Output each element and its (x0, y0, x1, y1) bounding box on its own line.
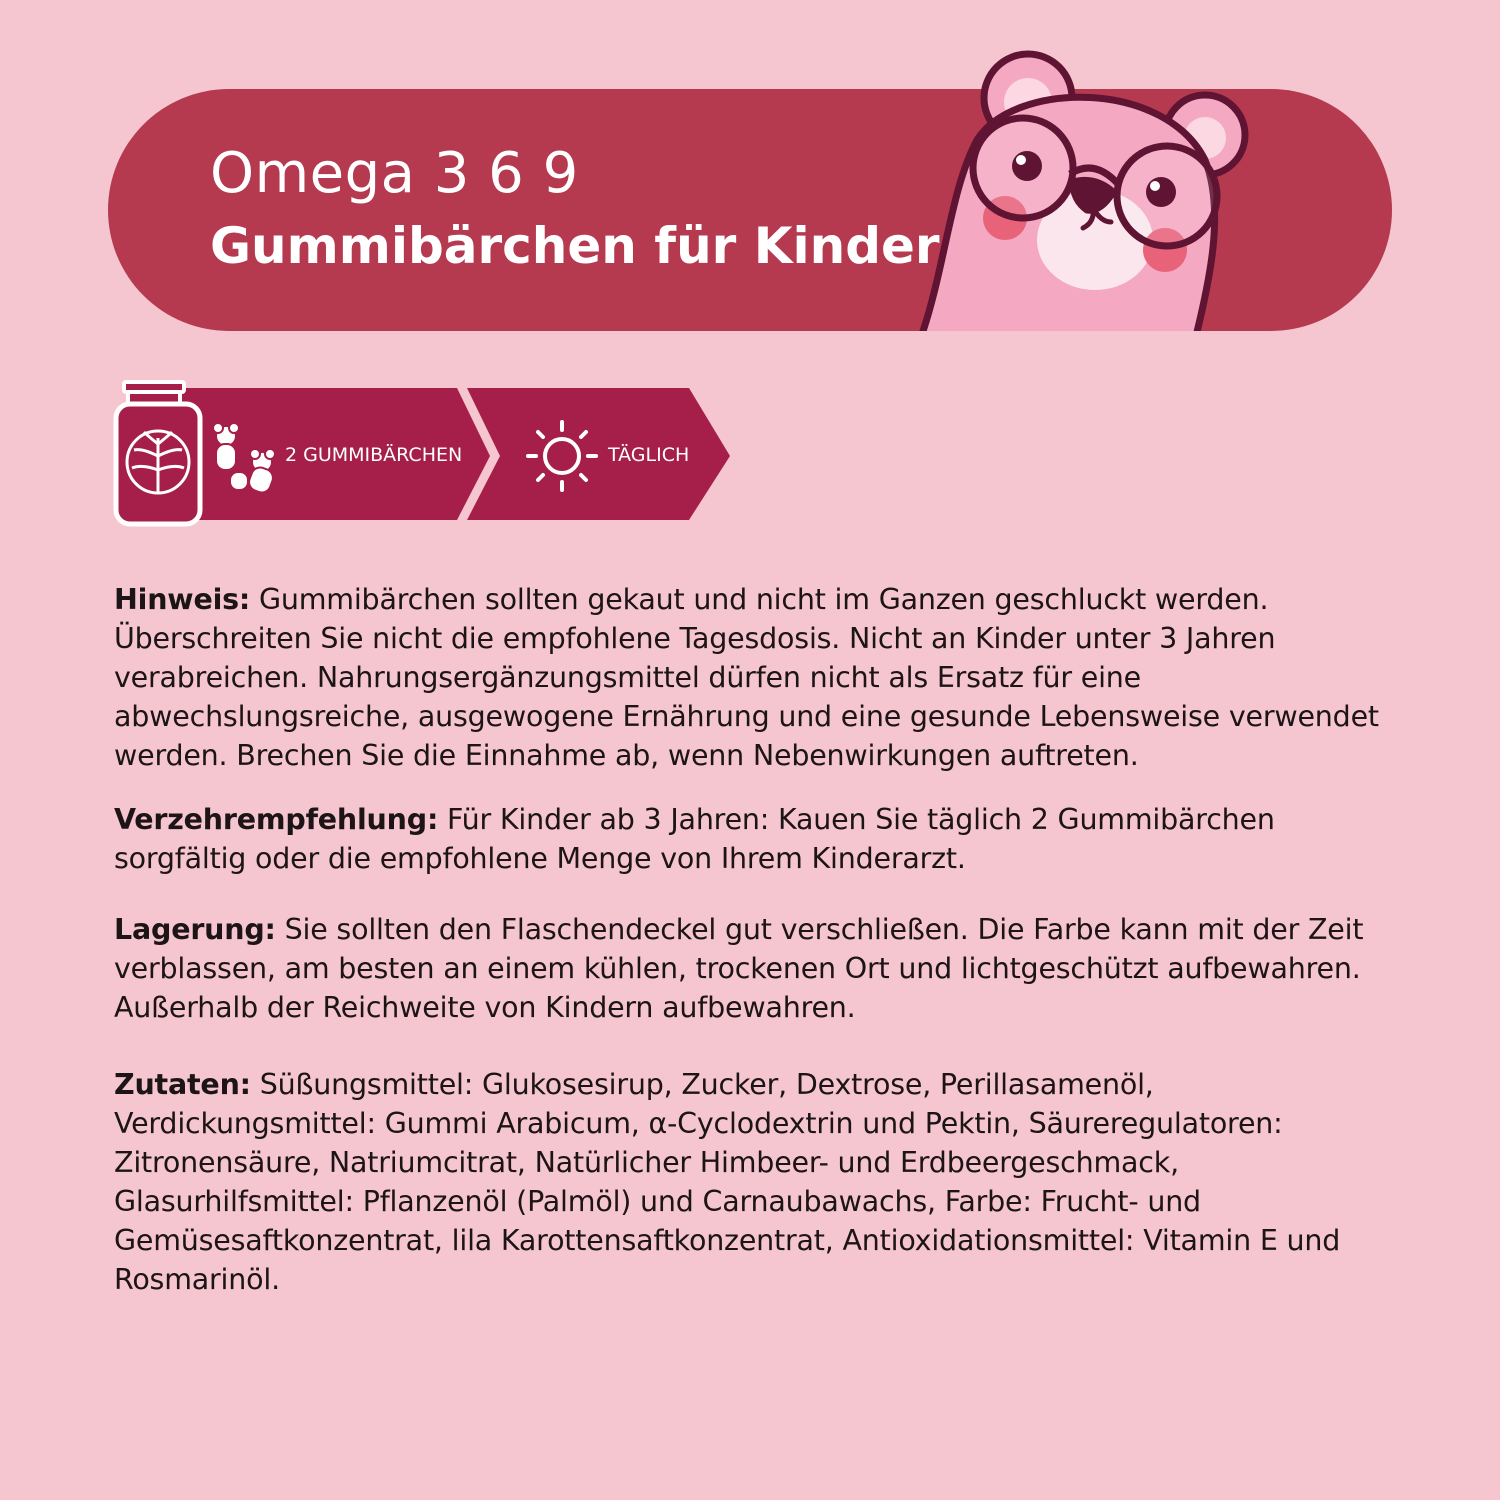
section-verzehrempfehlung (114, 800, 1394, 878)
section-lagerung (114, 910, 1394, 1027)
dosage-frequency-ribbon (467, 388, 730, 520)
section-text: Sie sollten den Flaschendeckel gut verschließen. Die Farbe kann mit der Zeit verblassen, am besten an einem kühlen, trockenen Ort und lichtgeschützt aufbewahren. Außerhalb der Reichweite von Kindern aufbewahren. (114, 913, 1364, 1024)
section-text: Süßungsmittel: Glukosesirup, Zucker, Dextrose, Perillasamenöl, Verdickungsmittel: Gummi Arabicum, α-Cyclodextrin und Pektin, Säureregulatoren: Zitronensäure, Natriumcitrat, Natürlicher Himbeer- und Erdbeergeschmack, Glasurhilfsmittel: Pflanzenöl (Palmöl) und Carnaubawachs, Farbe: Frucht- und Gemüsesaftkonzentrat, lila Karottensaftkonzentrat, Antioxidationsmittel: Vitamin E und Rosmarinöl. (114, 1068, 1341, 1296)
section-hinweis (114, 580, 1394, 775)
dosage-amount-label: 2 GUMMIBÄRCHEN (285, 444, 463, 466)
section-label: Zutaten: (114, 1068, 251, 1101)
bottle-icon (116, 382, 200, 524)
product-subtitle: Gummibärchen für Kinder (210, 217, 940, 275)
product-title: Omega 3 6 9 (210, 141, 579, 206)
section-label: Lagerung: (114, 913, 276, 946)
bear-mascot-icon (905, 40, 1265, 332)
section-label: Verzehrempfehlung: (114, 803, 439, 836)
dosage-row (112, 378, 752, 528)
section-text: Für Kinder ab 3 Jahren: Kauen Sie täglich 2 Gummibärchen sorgfältig oder die empfohlene Menge von Ihrem Kinderarzt. (114, 803, 1275, 875)
section-text: Gummibärchen sollten gekaut und nicht im Ganzen geschluckt werden. Überschreiten Sie nicht die empfohlene Tagesdosis. Nicht an Kinder unter 3 Jahren verabreichen. Nahrungsergänzungsmittel dürfen nicht als Ersatz für eine abwechslungsreiche, ausgewogene Ernährung und eine gesunde Lebensweise verwendet werden. Brechen Sie die Einnahme ab, wenn Nebenwirkungen auftreten. (114, 583, 1379, 772)
section-zutaten (114, 1065, 1394, 1299)
section-label: Hinweis: (114, 583, 251, 616)
dosage-frequency-label: TÄGLICH (608, 444, 690, 466)
